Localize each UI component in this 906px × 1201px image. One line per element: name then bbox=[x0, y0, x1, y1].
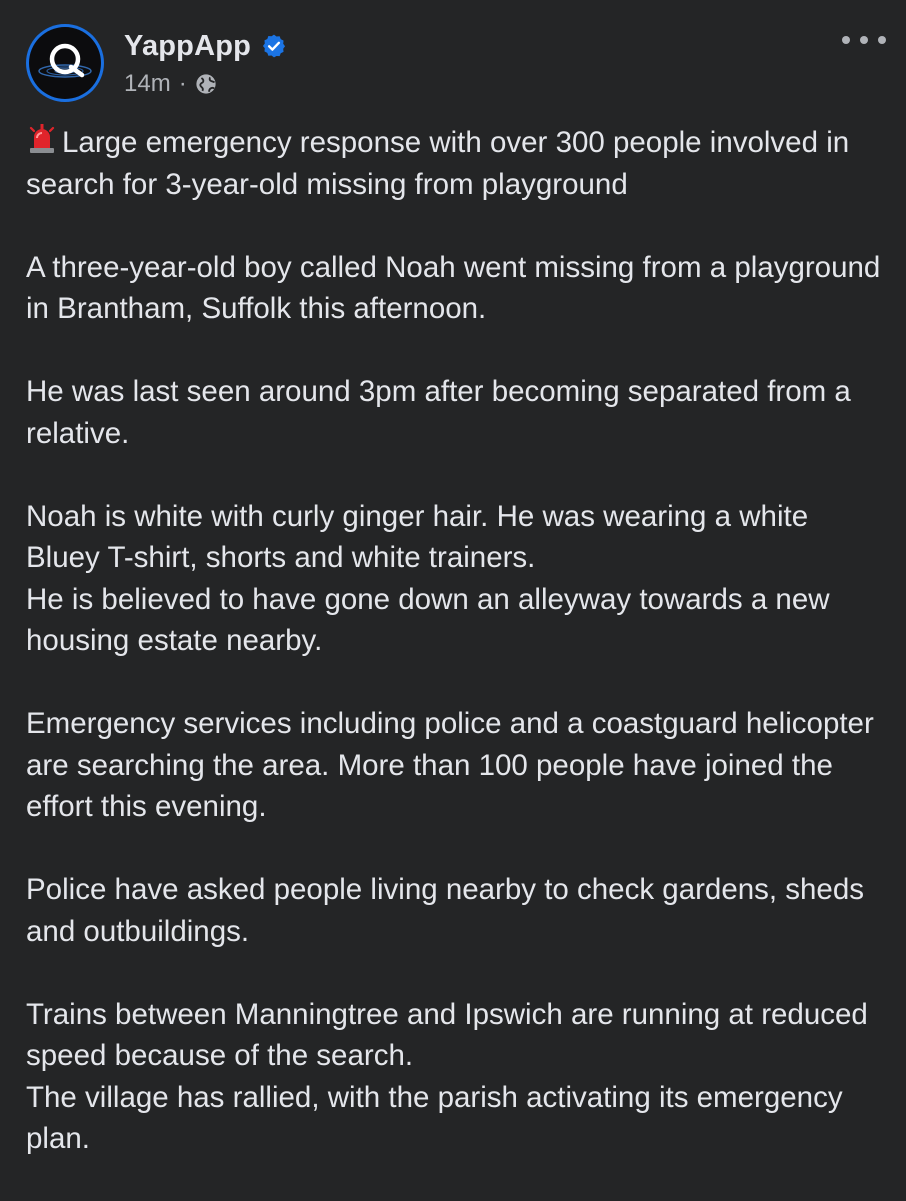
menu-dot bbox=[842, 36, 850, 44]
post-subtitle bbox=[124, 70, 287, 98]
avatar-logo bbox=[29, 27, 101, 99]
paragraph-line: He is believed to have gone down an alleyway towards a new housing estate nearby. bbox=[26, 582, 830, 657]
page-name-link[interactable]: YappApp bbox=[124, 29, 252, 62]
paragraph: He was last seen around 3pm after becoming separated from a relative. bbox=[26, 375, 851, 450]
menu-dot bbox=[860, 36, 868, 44]
separator-dot: · bbox=[178, 70, 187, 97]
post-header bbox=[26, 24, 287, 104]
page-avatar[interactable] bbox=[26, 24, 104, 102]
paragraph: Emergency services including police and a coastguard helicopter are searching the area. More than 100 people have joined the effort this evening. bbox=[26, 707, 874, 823]
more-options-icon[interactable] bbox=[842, 26, 886, 54]
globe-icon[interactable] bbox=[195, 73, 217, 95]
paragraph-line: Trains between Manningtree and Ipswich are running at reduced speed because of the search. bbox=[26, 997, 868, 1072]
name-row bbox=[124, 26, 287, 66]
verified-badge-icon bbox=[261, 33, 287, 59]
paragraph: A three-year-old boy called Noah went missing from a playground in Brantham, Suffolk this afternoon. bbox=[26, 250, 881, 325]
paragraph bbox=[26, 994, 886, 1160]
yappapp-logo-icon bbox=[35, 33, 95, 93]
paragraph: Police have asked people living nearby to check gardens, sheds and outbuildings. bbox=[26, 873, 864, 948]
police-light-icon bbox=[26, 123, 58, 155]
headline-text: Large emergency response with over 300 people involved in search for 3-year-old missing from playground bbox=[26, 126, 850, 201]
post-body bbox=[26, 122, 886, 1201]
menu-dot bbox=[878, 36, 886, 44]
paragraph bbox=[26, 496, 886, 662]
post-meta bbox=[124, 26, 287, 98]
paragraph-line: Noah is white with curly ginger hair. He was wearing a white Bluey T-shirt, shorts and white trainers. bbox=[26, 499, 809, 574]
post-timestamp[interactable]: 14m bbox=[124, 70, 171, 97]
paragraph-line: The village has rallied, with the parish activating its emergency plan. bbox=[26, 1080, 843, 1155]
post-headline bbox=[26, 122, 886, 205]
